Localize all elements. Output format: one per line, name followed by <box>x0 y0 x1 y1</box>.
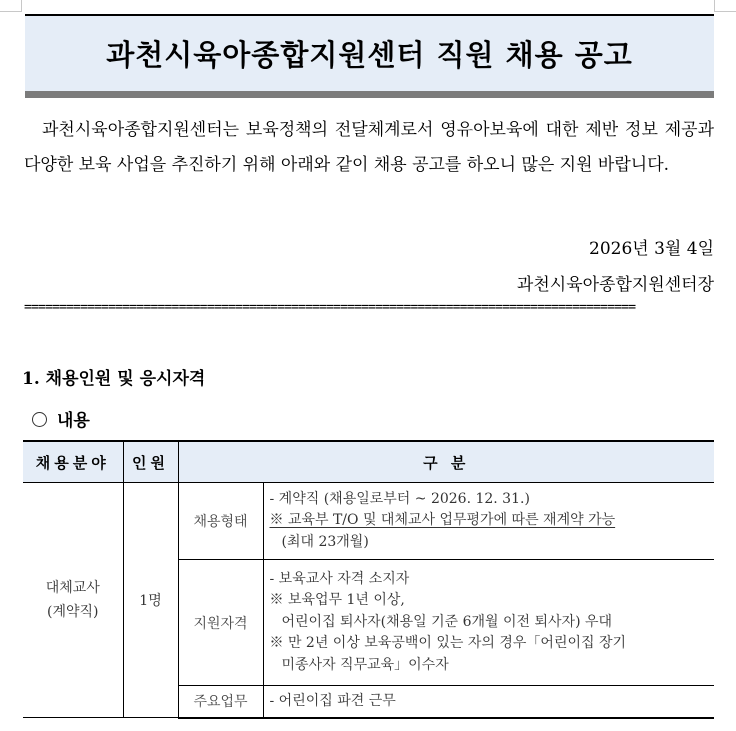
field-name: 대체교사 <box>45 580 100 596</box>
section-title: 1. 채용인원 및 응시자격 <box>22 369 206 389</box>
category-duties: 주요업무 <box>178 686 263 718</box>
field-type: (계약직) <box>47 604 99 620</box>
detail-line: 미종사자 직무교육」이수자 <box>281 656 449 673</box>
category-employment-type: 채용형태 <box>178 483 263 560</box>
page-title: 과천시육아종합지원센터 직원 채용 공고 <box>106 38 633 72</box>
header-count: 인원 <box>123 441 178 483</box>
detail-note-underlined: ※ 교육부 T/O 및 대체교사 업무평가에 따른 재계약 가능 <box>269 512 616 529</box>
detail-line: 어린이집 퇴사자(채용일 기준 6개월 이전 퇴사자) 우대 <box>281 613 613 630</box>
intro-paragraph: 과천시육아종합지원센터는 보육정책의 전달체계로서 영유아보육에 대한 제반 정보 제공과 다양한 보육 사업을 추진하기 위해 아래와 같이 채용 공고를 하오니 많은 지원 바랍니다. <box>24 120 714 175</box>
signer: 과천시육아종합지원센터장 <box>516 275 714 295</box>
employment-type-detail <box>263 483 714 560</box>
recruitment-table <box>23 440 714 719</box>
header-category: 구 분 <box>178 441 714 483</box>
separator-line: ======================================================================================= <box>24 300 636 315</box>
circle-bullet-icon <box>32 412 47 427</box>
page-corner-mark-top-right <box>714 0 736 12</box>
table-header-row <box>23 441 714 483</box>
category-qualification: 지원자격 <box>178 560 263 686</box>
detail-line: ※ 만 2년 이상 보육공백이 있는 자의 경우「어린이집 장기 <box>269 635 627 652</box>
detail-line: ※ 보육업무 1년 이상, <box>269 592 405 609</box>
table-row <box>23 483 714 560</box>
subsection-label: 내용 <box>57 411 90 431</box>
page-corner-mark-top-left <box>0 0 22 12</box>
detail-line: (최대 23개월) <box>281 533 369 550</box>
detail-line: - 보육교사 자격 소지자 <box>269 570 410 587</box>
qualification-detail <box>263 560 714 686</box>
detail-line: - 계약직 (채용일로부터 ~ 2026. 12. 31.) <box>269 490 530 507</box>
field-cell <box>23 483 123 718</box>
duties-detail <box>263 686 714 718</box>
subsection-heading <box>32 406 90 431</box>
title-underbar <box>25 91 714 98</box>
header-field: 채용분야 <box>23 441 123 483</box>
announcement-date: 2026년 3월 4일 <box>589 239 714 259</box>
title-banner <box>25 14 714 91</box>
detail-line: - 어린이집 파견 근무 <box>269 692 396 709</box>
count-cell: 1명 <box>123 483 178 718</box>
